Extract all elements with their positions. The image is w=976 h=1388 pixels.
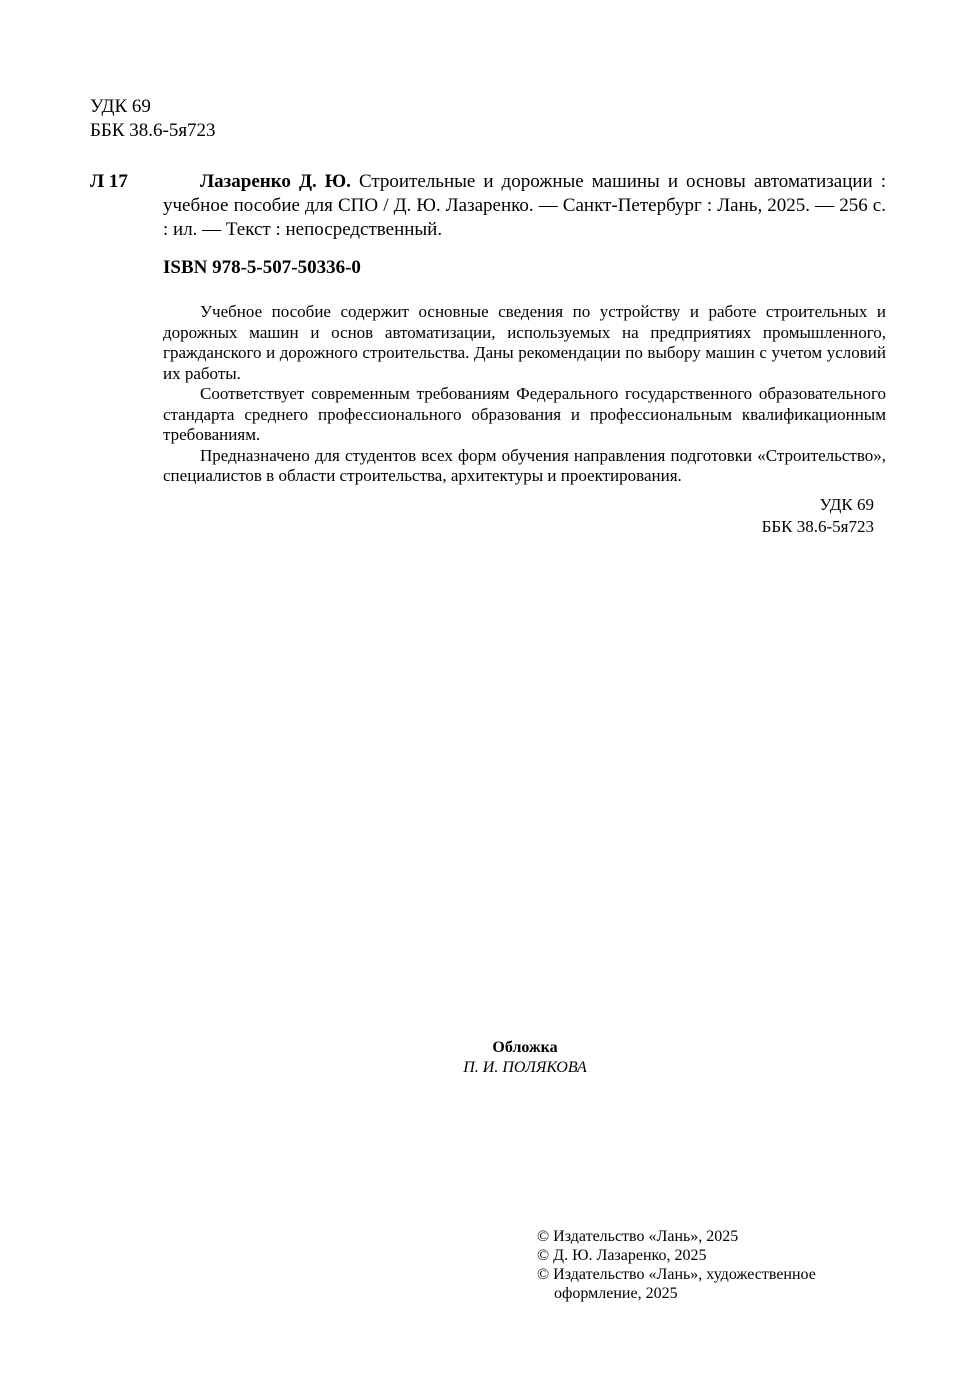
bibliographic-record <box>163 170 886 242</box>
annotation-paragraph: Соответствует современным требованиям Федерального государственного образовательного стандарта среднего профессионального образования и профессиональным квалификационным требованиям. <box>163 384 886 444</box>
classification-block-top <box>90 95 216 143</box>
copyright-line: © Издательство «Лань», 2025 <box>537 1228 739 1245</box>
udk-code: УДК 69 <box>819 495 874 514</box>
record-description: Строительные и дорожные машины и основы автоматизации : учебное пособие для СПО / Д. Ю. Лазаренко. — Санкт-Петербург : Лань, 2025. — 256 с. : ил. — Текст : непосредственный. <box>163 171 886 240</box>
author-mark: Л 17 <box>90 171 128 192</box>
cover-credit <box>388 1038 662 1078</box>
cover-credit-label: Обложка <box>492 1039 558 1056</box>
copyright-line: © Д. Ю. Лазаренко, 2025 <box>537 1247 707 1264</box>
annotation <box>163 302 886 487</box>
bbk-code: ББК 38.6-5я723 <box>761 517 874 536</box>
copyright-line: © Издательство «Лань», художественное <box>537 1266 816 1283</box>
isbn: ISBN 978-5-507-50336-0 <box>163 257 361 278</box>
bbk-code: ББК 38.6-5я723 <box>90 120 216 141</box>
cover-credit-name: П. И. ПОЛЯКОВА <box>463 1059 587 1076</box>
udk-code: УДК 69 <box>90 96 151 117</box>
annotation-paragraph: Предназначено для студентов всех форм обучения направления подготовки «Строительство», специалистов в области строительства, архитектуры и проектирования. <box>163 445 886 485</box>
classification-block-bottom <box>700 494 874 538</box>
record-author: Лазаренко Д. Ю. <box>200 171 351 192</box>
annotation-paragraph: Учебное пособие содержит основные сведения по устройству и работе строительных и дорожных машин и основ автоматизации, используемых на предприятиях промышленного, гражданского и дорожного строительства. Даны рекомендации по выбору машин с учетом условий их работы. <box>163 302 886 383</box>
copyright-block <box>537 1227 867 1303</box>
copyright-line: оформление, 2025 <box>554 1285 678 1302</box>
